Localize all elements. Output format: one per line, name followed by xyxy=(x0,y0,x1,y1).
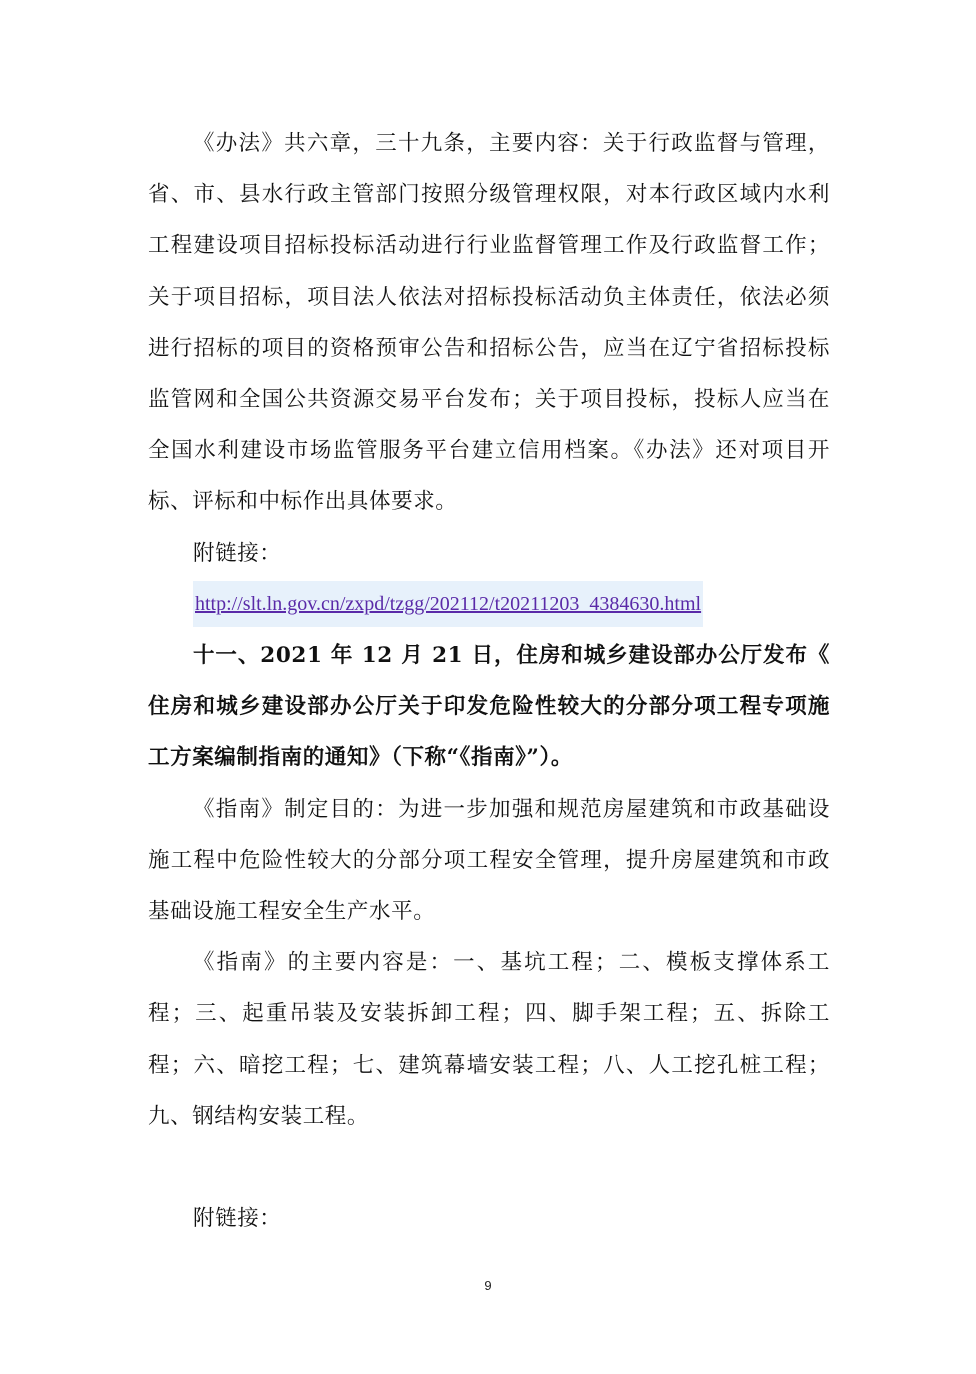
spacer xyxy=(148,1142,830,1193)
section-heading-eleven: 十一、2021 年 12 月 21 日，住房和城乡建设部办公厅发布《 住房和城乡建设部办公厅关于印发危险性较大的分部分项工程专项施工方案编制指南的通知》（下称“《指南》”）。 xyxy=(148,643,830,771)
attachment-link[interactable]: http://slt.ln.gov.cn/zxpd/tzgg/202112/t20211203_4384630.html xyxy=(193,581,703,627)
attachment-link-row xyxy=(148,579,830,630)
document-body xyxy=(148,118,830,1244)
paragraph-measures-summary: 《办法》共六章，三十九条，主要内容：关于行政监督与管理，省、市、县水行政主管部门按照分级管理权限，对本行政区域内水利工程建设项目招标投标活动进行行业监督管理工作及行政监督工作；关于项目招标，项目法人依法对招标投标活动负主体责任，依法必须进行招标的项目的资格预审公告和招标公告，应当在辽宁省招标投标监管网和全国公共资源交易平台发布；关于项目投标，投标人应当在全国水利建设市场监管服务平台建立信用档案。《办法》还对项目开标、评标和中标作出具体要求。 xyxy=(148,131,830,515)
paragraph-guide-contents: 《指南》的主要内容是：一、基坑工程；二、模板支撑体系工程；三、起重吊装及安装拆卸工程；四、脚手架工程；五、拆除工程；六、暗挖工程；七、建筑幕墙安装工程；八、人工挖孔桩工程；九、钢结构安装工程。 xyxy=(148,950,830,1129)
attachment-link-label: 附链接： xyxy=(193,540,282,566)
attachment-link-label-second: 附链接： xyxy=(193,1206,282,1232)
paragraph-guide-purpose: 《指南》制定目的：为进一步加强和规范房屋建筑和市政基础设施工程中危险性较大的分部分项工程安全管理，提升房屋建筑和市政基础设施工程安全生产水平。 xyxy=(148,796,830,925)
page-number: 9 xyxy=(484,1278,492,1293)
